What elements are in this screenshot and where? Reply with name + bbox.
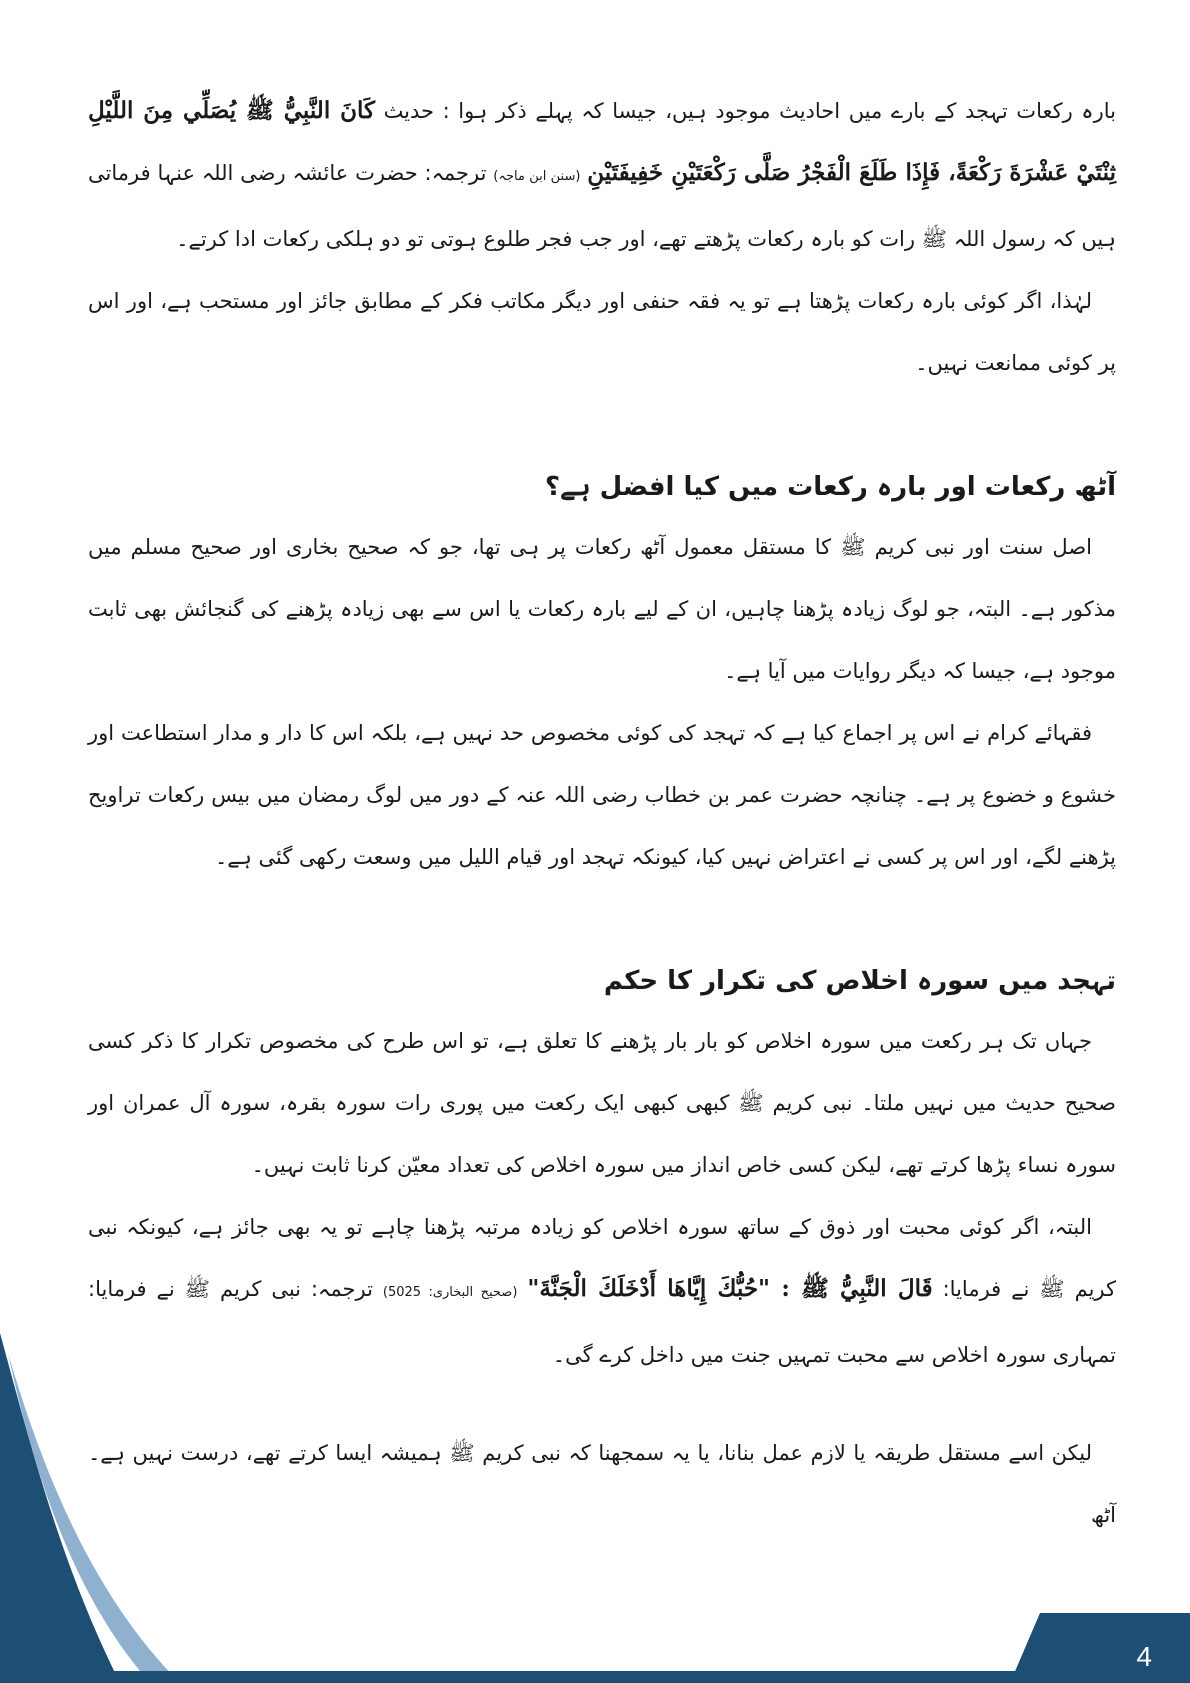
hadith-arabic-text: قَالَ النَّبِيُّ ﷺ : "حُبُّكَ إِيَّاهَا أَدْخَلَكَ الْجَنَّةَ" (527, 1275, 933, 1302)
paragraph-jurists-consensus: فقہائے کرام نے اس پر اجماع کیا ہے کہ تہجد کی کوئی مخصوص حد نہیں ہے، بلکہ اس کا دار و مدار استطاعت اور خشوع و خضوع پر ہے۔ چنانچہ حضرت عمر بن خطاب رضی اللہ عنہ کے دور میں لوگ رمضان میں بیس رکعات تراویح پڑھنے لگے، اور اس پر کسی نے اعتراض نہیں کیا، کیونکہ تہجد اور قیام اللیل میں وسعت رکھی گئی ہے۔ (88, 721, 1116, 869)
hadith-translation: ترجمہ: نبی کریم ﷺ نے فرمایا: تمہاری سورہ اخلاص سے محبت تمہیں جنت میں داخل کرے گی۔ (88, 1277, 1116, 1367)
hadith-arabic-text: كَانَ النَّبِيُّ ﷺ يُصَلِّي مِنَ اللَّيْلِ ثِنْتَيْ عَشْرَةَ رَكْعَةً، فَإِذَا طَلَعَ الْفَجْرُ صَلَّى رَكْعَتَيْنِ خَفِيفَتَيْنِ (88, 97, 1116, 186)
page-number: 4 (1136, 1641, 1152, 1672)
paragraph-caution: لیکن اسے مستقل طریقہ یا لازم عمل بنانا، یا یہ سمجھنا کہ نبی کریم ﷺ ہمیشہ ایسا کرتے تھے، درست نہیں ہے۔ آٹھ (88, 1441, 1116, 1527)
paragraph-text: البتہ، اگر کوئی محبت اور ذوق کے ساتھ سورہ اخلاص کو زیادہ مرتبہ پڑھنا چاہے تو یہ بھی جائز ہے، کیونکہ نبی کریم ﷺ نے فرمایا: (88, 1215, 1116, 1301)
paragraph-ikhlas-repetition: جہاں تک ہر رکعت میں سورہ اخلاص کو بار بار پڑھنے کا تعلق ہے، تو اس طرح کی مخصوص تکرار کا ذکر کسی صحیح حدیث میں نہیں ملتا۔ نبی کریم ﷺ کبھی کبھی ایک رکعت میں پوری رات سورہ بقرہ، سورہ آل عمران اور سورہ نساء پڑھا کرتے تھے، لیکن کسی خاص انداز میں سورہ اخلاص کی تعداد معیّن کرنا ثابت نہیں۔ (88, 1029, 1116, 1177)
paragraph-conclusion: لہٰذا، اگر کوئی بارہ رکعات پڑھتا ہے تو یہ فقہ حنفی اور دیگر مکاتب فکر کے مطابق جائز اور مستحب ہے، اور اس پر کوئی ممانعت نہیں۔ (88, 289, 1116, 375)
hadith-translation: ترجمہ: حضرت عائشہ رضی اللہ عنہا فرماتی ہیں کہ رسول اللہ ﷺ رات کو بارہ رکعات پڑھتے تھے، اور جب فجر طلوع ہوتی تو دو ہلکی رکعات ادا کرتے۔ (88, 161, 1116, 251)
section-heading-eight-vs-twelve: آٹھ رکعات اور بارہ رکعات میں کیا افضل ہے؟ (545, 472, 1116, 502)
paragraph-hadith-twelve-rakat (88, 80, 1116, 270)
hadith-reference: (صحیح البخاری: 5025) (382, 1285, 518, 1300)
page-corner-decoration (0, 1263, 1190, 1683)
paragraph-text: بارہ رکعات تہجد کے بارے میں احادیث موجود ہیں، جیسا کہ پہلے ذکر ہوا : حدیث (383, 99, 1117, 123)
page-number-tab (1010, 1613, 1190, 1683)
hadith-reference: (سنن ابن ماجہ) (493, 169, 581, 184)
paragraph-original-sunnah: اصل سنت اور نبی کریم ﷺ کا مستقل معمول آٹھ رکعات پر ہی تھا، جو کہ صحیح بخاری اور صحیح مسلم میں مذکور ہے۔ البتہ، جو لوگ زیادہ پڑھنا چاہیں، ان کے لیے بارہ رکعات یا اس سے بھی زیادہ پڑھنے کی گنجائش بھی ثابت موجود ہے، جیسا کہ دیگر روایات میں آیا ہے۔ (88, 535, 1116, 683)
section-heading-ikhlas-repetition: تہجد میں سورہ اخلاص کی تکرار کا حکم (603, 966, 1116, 996)
